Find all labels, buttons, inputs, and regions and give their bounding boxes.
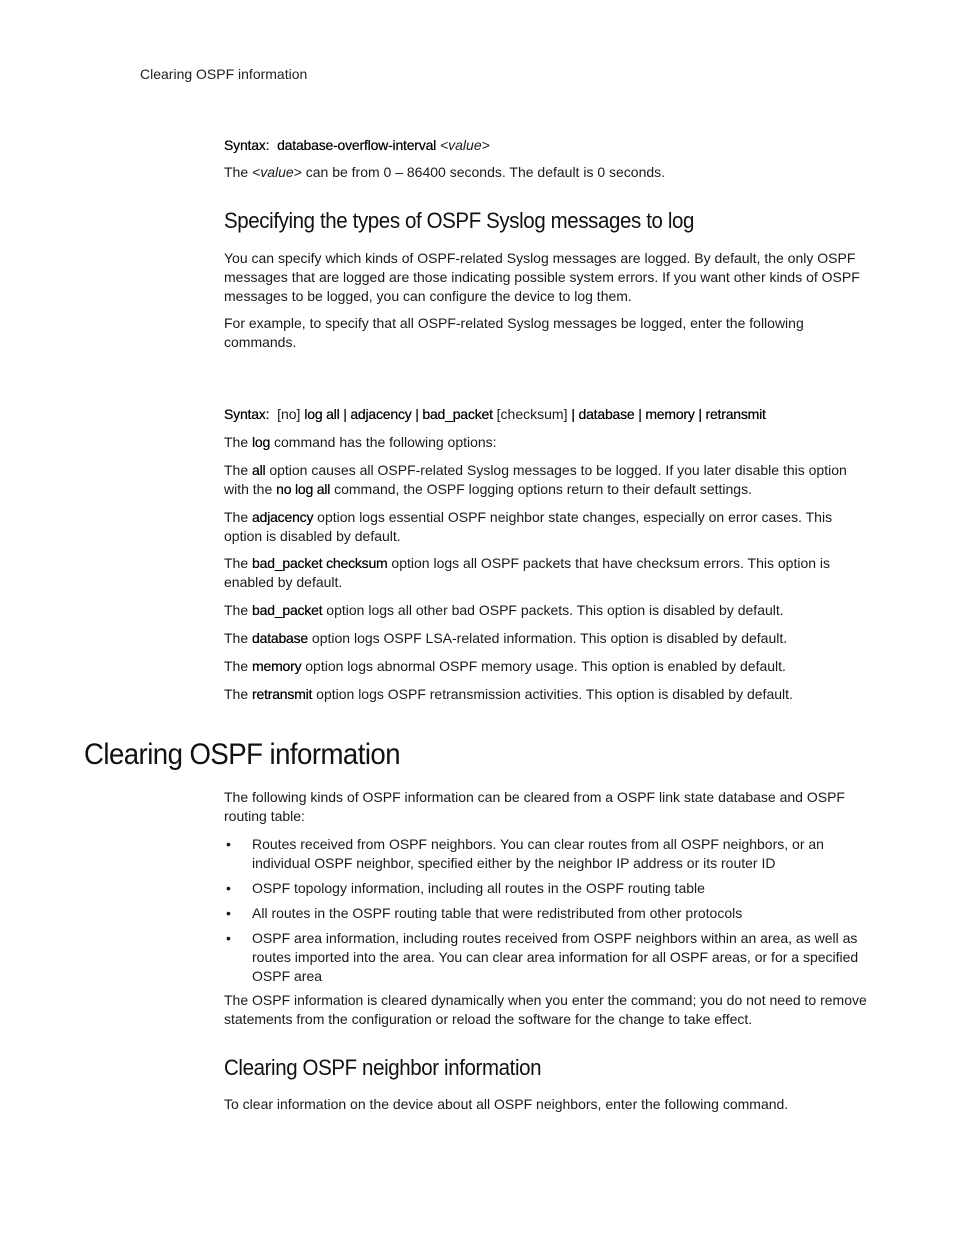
- text: The: [224, 164, 253, 180]
- option-bad-packet: [224, 601, 870, 620]
- kw-database: database: [252, 630, 309, 646]
- text: option logs essential OSPF neighbor state changes, especially on error cases. This option is disabled by default.: [224, 509, 833, 544]
- running-head: Clearing OSPF information: [140, 66, 308, 82]
- log-intro: [224, 433, 870, 452]
- option-retransmit: [224, 685, 870, 704]
- kw-adjacency: adjacency: [252, 509, 314, 525]
- text: The: [224, 509, 253, 525]
- value-arg: <value>: [252, 164, 302, 180]
- text: option logs OSPF retransmission activities. This option is disabled by default.: [312, 686, 793, 702]
- list-item-text: OSPF topology information, including all routes in the OSPF routing table: [252, 880, 705, 896]
- list-item: [224, 835, 870, 873]
- text: The: [224, 686, 253, 702]
- option-adjacency: [224, 508, 870, 546]
- bullet-glyph: •: [226, 905, 231, 921]
- option-memory: [224, 657, 870, 676]
- text: can be from 0 – 86400 seconds. The default is 0 seconds.: [301, 164, 666, 180]
- text: command has the following options:: [270, 434, 497, 450]
- kw-no-log-all: no log all: [276, 481, 331, 497]
- text: The: [224, 630, 253, 646]
- heading-clearing-ospf: Clearing OSPF information: [84, 738, 401, 771]
- syslog-para-2: For example, to specify that all OSPF-related Syslog messages be logged, enter the following commands.: [224, 315, 804, 350]
- list-item-text: OSPF area information, including routes received from OSPF neighbors within an area, as well as routes imported into the area. You can clear area information for all OSPF areas, or for a specified OSPF area: [252, 930, 859, 984]
- option-database: [224, 629, 870, 648]
- list-item: [224, 879, 870, 898]
- syntax-no: [no]: [277, 406, 301, 422]
- kw-bad-packet-checksum: bad_packet checksum: [252, 555, 388, 571]
- syntax-arg: <value>: [439, 137, 490, 153]
- option-bad-packet-checksum: [224, 554, 870, 592]
- kw-log: log: [252, 434, 271, 450]
- clear-intro: The following kinds of OSPF information can be cleared from a OSPF link state database and OSPF routing table:: [224, 789, 845, 824]
- text: option logs all OSPF packets that have checksum errors. This option is enabled by default.: [224, 555, 831, 590]
- neighbor-para: To clear information on the device about all OSPF neighbors, enter the following command.: [224, 1096, 789, 1112]
- text: The: [224, 602, 253, 618]
- bullet-glyph: •: [226, 880, 231, 896]
- syntax-database-overflow: [224, 136, 870, 155]
- text: command, the OSPF logging options return to their default settings.: [330, 481, 752, 497]
- text: option logs all other bad OSPF packets. This option is disabled by default.: [322, 602, 784, 618]
- text: The: [224, 434, 253, 450]
- text: option logs OSPF LSA-related information. This option is disabled by default.: [308, 630, 788, 646]
- syntax-checksum: [checksum]: [496, 406, 568, 422]
- text: option logs abnormal OSPF memory usage. This option is enabled by default.: [301, 658, 786, 674]
- syslog-para-1: You can specify which kinds of OSPF-related Syslog messages are logged. By default, the only OSPF messages that are logged are those indicating possible system errors. If you want other kinds of OSPF messages to be logged, you can configure the device to log them.: [224, 250, 860, 304]
- list-item-text: Routes received from OSPF neighbors. You can clear routes from all OSPF neighbors, or an individual OSPF neighbor, specified either by the neighbor IP address or its router ID: [252, 836, 824, 871]
- list-item: [224, 929, 870, 986]
- text: The: [224, 555, 253, 571]
- syntax-label: Syntax:: [224, 137, 270, 153]
- kw-retransmit: retransmit: [252, 686, 313, 702]
- heading-syslog: Specifying the types of OSPF Syslog messages to log: [224, 208, 695, 233]
- clear-outro: The OSPF information is cleared dynamically when you enter the command; you do not need to remove statements from the configuration or reload the software for the change to take effect.: [224, 992, 867, 1027]
- kw-bad-packet: bad_packet: [252, 602, 323, 618]
- list-item: [224, 904, 870, 923]
- syntax-command: log all | adjacency | bad_packet: [304, 406, 493, 422]
- text: The: [224, 462, 253, 478]
- text: option causes all OSPF-related Syslog messages to be logged. If you later disable this option with the: [224, 462, 847, 497]
- value-range-line: [224, 163, 870, 182]
- kw-memory: memory: [252, 658, 302, 674]
- list-item-text: All routes in the OSPF routing table that were redistributed from other protocols: [252, 905, 743, 921]
- syntax-log: [224, 405, 870, 424]
- syntax-rest: | database | memory | retransmit: [571, 406, 766, 422]
- option-all: [224, 461, 870, 499]
- bullet-glyph: •: [226, 930, 231, 946]
- text: The: [224, 658, 253, 674]
- syntax-command: database-overflow-interval: [277, 137, 437, 153]
- syntax-label: Syntax:: [224, 406, 270, 422]
- bullet-glyph: •: [226, 836, 231, 852]
- kw-all: all: [252, 462, 266, 478]
- heading-neighbor: Clearing OSPF neighbor information: [224, 1055, 542, 1080]
